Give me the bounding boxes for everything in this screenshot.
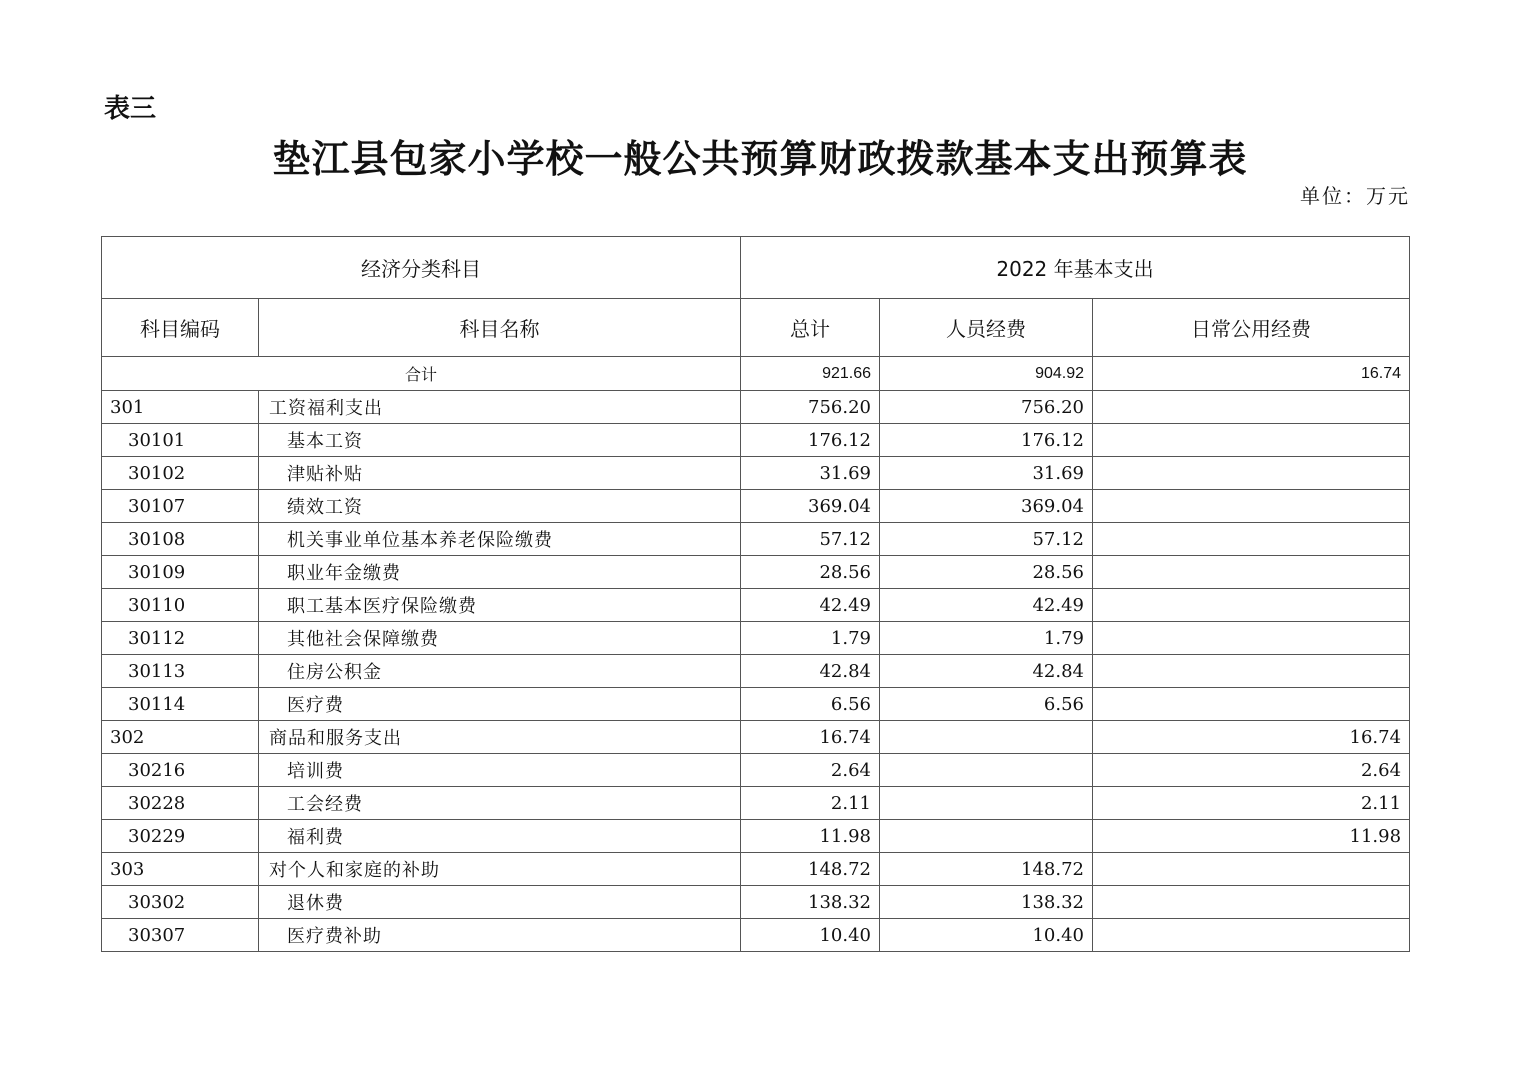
- row-code: 30228: [102, 787, 259, 820]
- row-total: 2.64: [741, 754, 880, 787]
- table-row: [102, 622, 1410, 655]
- row-personnel: 138.32: [880, 886, 1093, 919]
- table-row: [102, 919, 1410, 952]
- table-row: [102, 490, 1410, 523]
- row-personnel: 1.79: [880, 622, 1093, 655]
- row-public: [1093, 556, 1410, 589]
- total-row: [102, 357, 1410, 391]
- row-public: [1093, 919, 1410, 952]
- row-code: 30302: [102, 886, 259, 919]
- table-row: [102, 754, 1410, 787]
- row-code: 30108: [102, 523, 259, 556]
- row-public: 16.74: [1093, 721, 1410, 754]
- row-code: 30216: [102, 754, 259, 787]
- table-label: 表三: [104, 94, 157, 124]
- row-personnel: [880, 754, 1093, 787]
- header-name: 科目名称: [259, 299, 741, 357]
- row-public: [1093, 589, 1410, 622]
- row-total: 176.12: [741, 424, 880, 457]
- row-name: 职工基本医疗保险缴费: [259, 589, 741, 622]
- row-personnel: [880, 721, 1093, 754]
- row-personnel: 42.49: [880, 589, 1093, 622]
- header-economic-category: 经济分类科目: [102, 237, 741, 299]
- table-row: [102, 721, 1410, 754]
- row-total: 28.56: [741, 556, 880, 589]
- header-total: 总计: [741, 299, 880, 357]
- total-label: 合计: [102, 357, 741, 391]
- row-total: 6.56: [741, 688, 880, 721]
- row-name: 绩效工资: [259, 490, 741, 523]
- row-total: 148.72: [741, 853, 880, 886]
- row-name: 退休费: [259, 886, 741, 919]
- row-public: [1093, 523, 1410, 556]
- row-personnel: 6.56: [880, 688, 1093, 721]
- table-row: [102, 655, 1410, 688]
- header-personnel: 人员经费: [880, 299, 1093, 357]
- row-public: [1093, 688, 1410, 721]
- row-name: 工会经费: [259, 787, 741, 820]
- row-total: 16.74: [741, 721, 880, 754]
- header-basic-expenditure: 2022 年基本支出: [741, 237, 1410, 299]
- row-total: 138.32: [741, 886, 880, 919]
- table-row: [102, 457, 1410, 490]
- row-personnel: 42.84: [880, 655, 1093, 688]
- row-code: 30112: [102, 622, 259, 655]
- row-code: 30114: [102, 688, 259, 721]
- total-value: 921.66: [741, 357, 880, 391]
- row-personnel: 31.69: [880, 457, 1093, 490]
- header-code: 科目编码: [102, 299, 259, 357]
- table-row: [102, 523, 1410, 556]
- row-public: [1093, 490, 1410, 523]
- row-total: 2.11: [741, 787, 880, 820]
- row-code: 30102: [102, 457, 259, 490]
- table-row: [102, 886, 1410, 919]
- row-name: 机关事业单位基本养老保险缴费: [259, 523, 741, 556]
- unit-label: 单位：万元: [1300, 184, 1410, 208]
- row-public: [1093, 622, 1410, 655]
- row-code: 30107: [102, 490, 259, 523]
- row-name: 医疗费: [259, 688, 741, 721]
- row-total: 1.79: [741, 622, 880, 655]
- row-public: [1093, 886, 1410, 919]
- row-public: [1093, 655, 1410, 688]
- table-row: [102, 688, 1410, 721]
- row-code: 301: [102, 391, 259, 424]
- row-name: 工资福利支出: [259, 391, 741, 424]
- table-row: [102, 589, 1410, 622]
- row-total: 57.12: [741, 523, 880, 556]
- row-public: [1093, 424, 1410, 457]
- row-code: 30229: [102, 820, 259, 853]
- row-public: 2.64: [1093, 754, 1410, 787]
- row-code: 30101: [102, 424, 259, 457]
- table-row: [102, 787, 1410, 820]
- row-personnel: 756.20: [880, 391, 1093, 424]
- row-total: 42.84: [741, 655, 880, 688]
- row-public: 11.98: [1093, 820, 1410, 853]
- row-name: 对个人和家庭的补助: [259, 853, 741, 886]
- row-total: 11.98: [741, 820, 880, 853]
- row-personnel: [880, 787, 1093, 820]
- row-personnel: 57.12: [880, 523, 1093, 556]
- header-public: 日常公用经费: [1093, 299, 1410, 357]
- row-personnel: 176.12: [880, 424, 1093, 457]
- row-personnel: 28.56: [880, 556, 1093, 589]
- row-name: 津贴补贴: [259, 457, 741, 490]
- row-code: 302: [102, 721, 259, 754]
- row-personnel: 369.04: [880, 490, 1093, 523]
- row-name: 住房公积金: [259, 655, 741, 688]
- row-code: 303: [102, 853, 259, 886]
- table-row: [102, 556, 1410, 589]
- row-total: 31.69: [741, 457, 880, 490]
- row-total: 42.49: [741, 589, 880, 622]
- row-name: 培训费: [259, 754, 741, 787]
- row-total: 756.20: [741, 391, 880, 424]
- total-personnel: 904.92: [880, 357, 1093, 391]
- row-public: 2.11: [1093, 787, 1410, 820]
- row-personnel: 148.72: [880, 853, 1093, 886]
- row-total: 369.04: [741, 490, 880, 523]
- table-row: [102, 391, 1410, 424]
- row-personnel: 10.40: [880, 919, 1093, 952]
- row-name: 职业年金缴费: [259, 556, 741, 589]
- row-name: 商品和服务支出: [259, 721, 741, 754]
- budget-table: [101, 236, 1410, 952]
- row-public: [1093, 853, 1410, 886]
- table-row: [102, 820, 1410, 853]
- total-public: 16.74: [1093, 357, 1410, 391]
- row-name: 基本工资: [259, 424, 741, 457]
- row-code: 30109: [102, 556, 259, 589]
- row-name: 医疗费补助: [259, 919, 741, 952]
- row-total: 10.40: [741, 919, 880, 952]
- table-row: [102, 853, 1410, 886]
- row-code: 30307: [102, 919, 259, 952]
- row-name: 其他社会保障缴费: [259, 622, 741, 655]
- row-public: [1093, 457, 1410, 490]
- row-name: 福利费: [259, 820, 741, 853]
- page-title: 垫江县包家小学校一般公共预算财政拨款基本支出预算表: [272, 136, 1248, 181]
- row-public: [1093, 391, 1410, 424]
- table-row: [102, 424, 1410, 457]
- row-code: 30110: [102, 589, 259, 622]
- row-code: 30113: [102, 655, 259, 688]
- row-personnel: [880, 820, 1093, 853]
